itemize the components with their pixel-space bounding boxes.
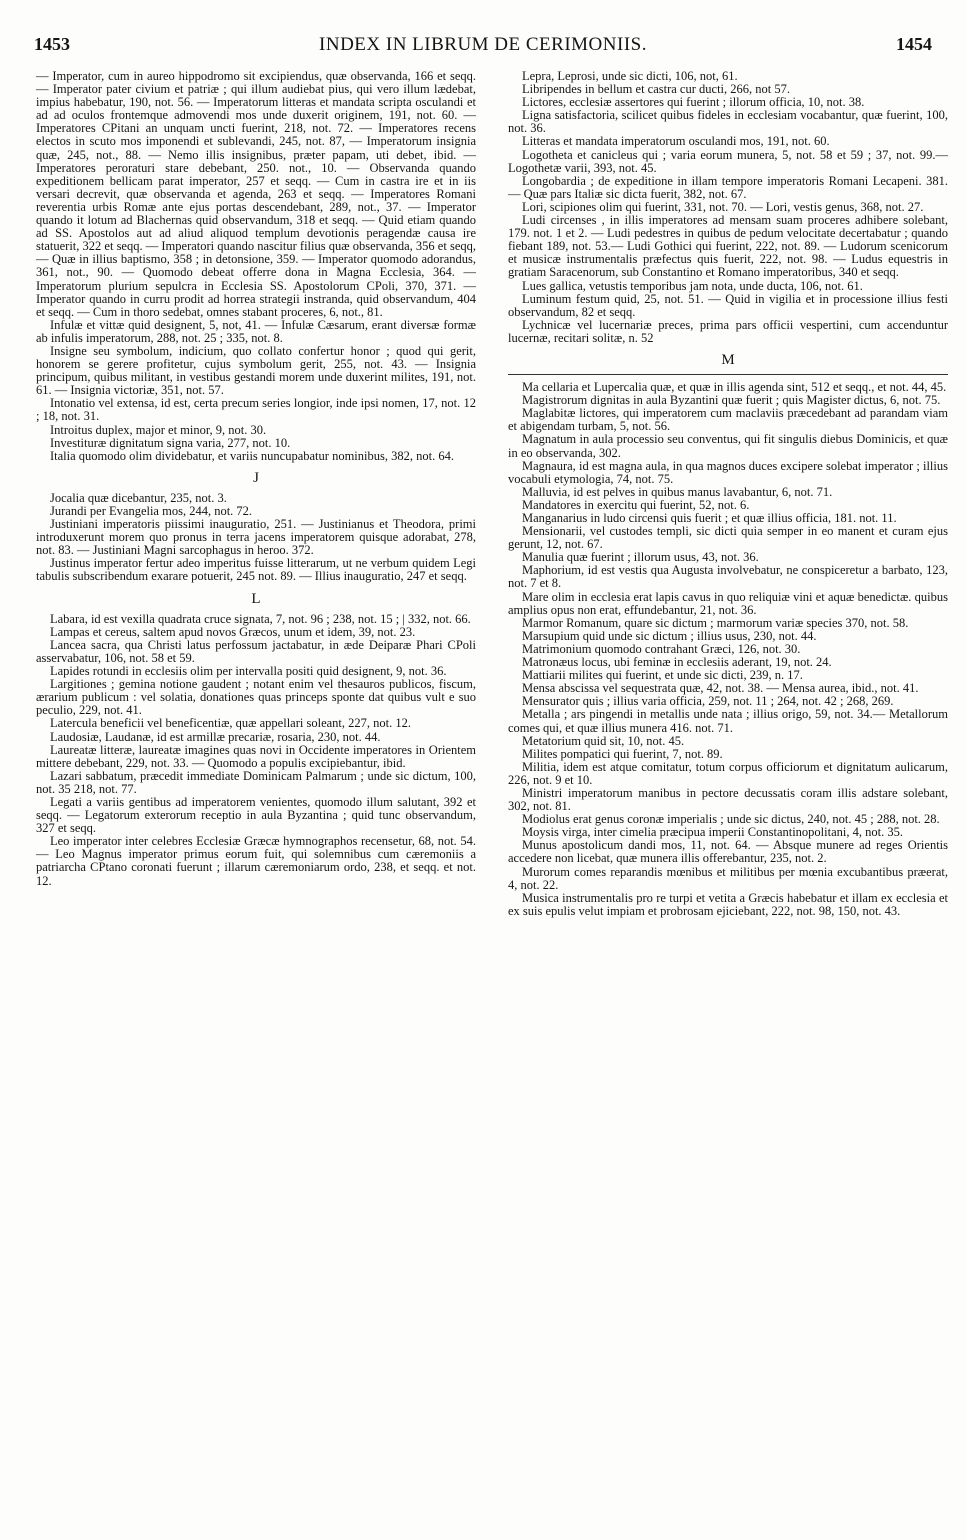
section-letter-j: J [253,469,259,486]
index-entry: Lepra, Leprosi, unde sic dicti, 106, not, 61. [522,69,738,83]
index-entry: Manganarius in ludo circensi quis fuerit ; et quæ illius officia, 181. not. 11. [522,511,897,525]
index-entry: Justiniani imperatoris piissimi inauguratio, 251. — Justinianus et Theodora, primi introduxerunt morem quo pronus in terra jacens imperatorem quisque adorabat, 278, not. 83. — Justiniani Magni sarcophagus in heroo. 372. [36,517,476,558]
index-entry: Mensurator quis ; illius varia officia, 259, not. 11 ; 264, not. 42 ; 268, 269. [522,694,894,709]
index-entry: Maglabitæ lictores, qui imperatorem cum maclaviis præcedebant ad parandam viam et abigendam turbam, 5, not. 56. [508,406,948,434]
index-entry: Magnaura, id est magna aula, in qua magnos duces excipere solebat imperator ; illius vocabuli etymologia, 74, not. 75. [508,458,948,486]
index-entry: Italia quomodo olim dividebatur, et variis nuncupabatur nominibus, 382, not. 64. [50,448,454,463]
index-entry: Ministri imperatorum manibus in pectore decussatis coram illis adstare solebant, 302, not. 81. [508,785,948,814]
index-entry: Moysis virga, inter cimelia præcipua imperii Constantinopolitani, 4, not. 35. [522,825,903,840]
index-entry: Marsupium quid unde sic dictum ; illius usus, 230, not. 44. [522,628,817,643]
index-entry: Militia, idem est atque comitatur, totum corpus officiorum et dignitatum aulicarum, 226, not. 9 et 10. [508,759,948,787]
index-entry: Longobardia ; de expeditione in illam tempore imperatoris Romani Lecapeni. 381. — Quæ pars Italiæ sic dicta fuerit, 382, not. 67. [508,173,948,201]
index-entry: Magistrorum dignitas in aula Byzantini quæ fuerit ; quis Magister dictus, 6, not. 75. [522,393,941,408]
index-entry: Matrimonium quomodo contrahant Græci, 126, not. 30. [522,641,801,656]
page-header [34,34,932,60]
index-entry: Mensionarii, vel custodes templi, sic dicti quia semper in eo manent et curam ejus gerunt, 12, not. 67. [508,524,948,552]
section-divider [508,374,948,375]
index-entry: Intonatio vel extensa, id est, certa precum series longior, inde ipsi nomen, 17, not. 12 ; 18, not. 31. [36,396,476,424]
index-entry: Litteras et mandata imperatorum osculandi mos, 191, not. 60. [522,134,830,149]
index-entry: Lues gallica, vetustis temporibus jam nota, unde ducta, 106, not. 61. [522,278,863,293]
index-entry: Labara, id est vexilla quadrata cruce signata, 7, not. 96 ; 238, not. 15 ; | 332, not. 66. [50,611,471,626]
index-entry: Ligna satisfactoria, scilicet quibus fideles in ecclesiam vocabantur, quæ fuerint, 100, not. 36. [508,108,948,136]
index-entry: Maphorium, id est vestis qua Augusta involvebatur, ne conspiceretur a barbato, 123, not. 7 et 8. [508,563,948,591]
index-entry: Musica instrumentalis pro re turpi et vetita a Græcis habebatur et illam ex ecclesia et ex suis epulis velut impiam et probrosam ejiciebant, 222, not. 98, 150, not. 43. [508,890,948,918]
index-entry: Milites pompatici qui fuerint, 7, not. 89. [522,746,723,761]
index-entry: Metalla ; ars pingendi in metallis unde nata ; illius origo, 59, not. 34.— Metallorum comes qui, et quæ illius munera 416. not. 71. [508,707,948,735]
index-entry: Leo imperator inter celebres Ecclesiæ Græcæ hymnographos recensetur, 68, not. 54. — Leo Magnus imperator primus eorum fuit, qui solemnibus cum cæremoniis a patriarcha CPtano coronati fuerunt ; illarum cæremoniarum ordo, 238, et seqq. et not. 12. [36,834,476,888]
index-entry: Matronæus locus, ubi feminæ in ecclesiis aderant, 19, not. 24. [522,655,832,670]
index-entry: Introitus duplex, major et minor, 9, not. 30. [50,422,267,437]
right-column [508,70,948,918]
index-entry: Latercula beneficii vel beneficentiæ, quæ appellari soleant, 227, not. 12. [50,716,411,731]
index-entry: Insigne seu symbolum, indicium, quo collato confertur honor ; quod qui gerit, honorem se gerere profitetur, cujus symbolum gerit, 255, not. 43. — Insignia principum, quibus militant, in vestibus gestandi morem unde duxerint milites, 191, not. 61. — Insignia victoriæ, 351, not. 57. [36,343,476,398]
index-entry: Marmor Romanum, quare sic dictum ; marmorum variæ species 370, not. 58. [522,615,909,630]
index-entry: Magnatum in aula processio seu conventus, qui fit singulis diebus Dominicis, et quæ in eo observanda, 302. [508,432,948,460]
index-entry: Lazari sabbatum, præcedit immediate Dominicam Palmarum ; unde sic dictum, 100, not. 35 218, not. 77. [36,768,476,796]
index-entry: Libripendes in bellum et castra cur ducti, 266, not 57. [522,82,790,97]
index-entry: Murorum comes reparandis mœnibus et militibus per mœnia excubantibus præerat, 4, not. 22. [508,864,948,892]
index-entry: Munus apostolicum dandi mos, 11, not. 64. — Absque munere ad reges Orientis accedere non licebat, quæ munera illis offerebantur, 235, not. 2. [508,838,948,866]
index-entry: Laudosiæ, Laudanæ, id est armillæ precariæ, rosaria, 230, not. 44. [50,729,381,744]
index-entry: Legati a variis gentibus ad imperatorem venientes, quomodo illum salutant, 392 et seqq. — Legatorum exterorum receptio in aula Byzantina ; quid tunc observandum, 327 et seqq. [36,794,476,836]
index-entry: Ludi circenses , in illis imperatores ad mensam suam proceres adhibere solebant, 179. not. 1 et 2. — Ludi pedestres in quibus de pedum velocitate decertabatur ; quando fiebant 189, not. 53.— Ludi Gothici qui fuerint, 222, not. 89. — Ludorum scenicorum et musicæ instrumentalis præfectus quis fuerit, 222, not. 98. — Ludus equestris in gratiam Saracenorum, sub Constantino et Romano imperatoribus, 340 et seqq. [508,213,948,280]
section-letter-l: L [251,590,261,607]
index-entry: — Imperator, cum in aureo hippodromo sit excipiendus, quæ observanda, 166 et seqq. — Imperator pater civium et patriæ ; qui illum audiebat pius, qui vero illum lædebat, impius habebatur, 190, not. 56. — Imperatorum litteras et mandata scripta osculandi et ad ad oculos frontemque admovendi mos unde duxerit originem, 191, not. 60. — Imperatores CPitani an unquam uncti fuerint, 218, not. 72. — Imperatores recens electos in scuto mos imponendi et sublevandi, 245, not. 87, — Imperatorum insignia quæ, 245, not., 88. — Nemo illis insignibus, præter papam, uti debet, ibid. — Imperatores peroraturi stare debebant, 250. not., 10. — Observanda quando expeditionem bellicam parat imperator, 257 et seqq. — Cum in castra ire et in iis versari decrevit, quæ observanda et agenda, 263 et seqq. — Imperatores Romani reverentia urbis Romæ ante ejus portas descendebant, 289, not., 37. — Imperator quando it lotum ad Blachernas quid observandum, 318 et seqq. — Quid etiam quando ad SS. Apostolos aut ad aliud aliquod templum devotionis peragendæ causa ire statuerit, 322 et seqq. — Imperatori quando nascitur filius quæ observanda, 356 et seqq, — Quæ in illius baptismo, 358 ; in detonsione, 359. — Imperator quomodo adorandus, 361, not., 90. — Quomodo debeat offerre dona in Magna Ecclesia, 364. — Imperatorum plurium sepulcra in Ecclesia SS. Apostolorum CPoli, 370, 371. — Imperator quando in curru prodit ad horrea strategii instranda, quid observandum, 404 et seqq. — Cum in thoro sedebat, omnes stabant proceres, 6, not., 81. [36,69,476,319]
index-entry: Metatorium quid sit, 10, not. 45. [522,733,685,748]
section-letter-m: M [721,351,735,368]
index-entry: Lori, scipiones olim qui fuerint, 331, not. 70. — Lori, vestis genus, 368, not. 27. [522,199,924,214]
running-title: INDEX IN LIBRUM DE CERIMONIIS. [319,34,647,55]
index-entry: Luminum festum quid, 25, not. 51. — Quid in vigilia et in processione illius festi observandum, 82 et seqq. [508,291,948,319]
index-entry: Mensa abscissa vel sequestrata quæ, 42, not. 38. — Mensa aurea, ibid., not. 41. [522,681,919,696]
index-entry: Jurandi per Evangelia mos, 244, not. 72. [50,504,253,518]
index-entry: Mattiarii milites qui fuerint, et unde sic dicti, 239, n. 17. [522,668,803,683]
index-entry: Lampas et cereus, saltem apud novos Græcos, unum et idem, 39, not. 23. [50,624,416,639]
index-entry: Infulæ et vittæ quid designent, 5, not, 41. — Infulæ Cæsarum, erant diversæ formæ ab infulis imperatorum, 288, not. 25 ; 335, not. 8. [36,317,476,345]
index-entry: Laureatæ litteræ, laureatæ imagines quas novi in Occidente imperatores in Orientem mittere debebant, 229, not. 33. — Quomodo a populis excipiebantur, ibid. [36,742,476,770]
index-entry: Lictores, ecclesiæ assertores qui fuerint ; illorum officia, 10, not. 38. [522,95,865,110]
index-entry: Ma cellaria et Lupercalia quæ, et quæ in illis agenda sint, 512 et seqq., et not. 44, 45. [522,380,947,395]
index-entry: Lapides rotundi in ecclesiis olim per intervalla positi quid designent, 9, not. 36. [50,664,447,679]
index-entry: Largitiones ; gemina notione gaudent ; notant enim vel thesauros publicos, fiscum, ærarium publicum : vel solatia, donationes quas princeps sponte dat quibus vult e suo peculio, 229, not. 41. [36,677,476,718]
page-number-right: 1454 [896,34,932,54]
index-entry: Modiolus erat genus coronæ imperialis ; unde sic dictus, 240, not. 45 ; 288, not. 28. [522,812,940,827]
index-entry: Manulia quæ fuerint ; illorum usus, 43, not. 36. [522,550,759,565]
index-entry: Jocalia quæ dicebantur, 235, not. 3. [50,490,227,505]
index-entry: Malluvia, id est pelves in quibus manus lavabantur, 6, not. 71. [522,484,833,499]
left-column [36,70,476,888]
index-entry: Justinus imperator fertur adeo imperitus fuisse litterarum, ut ne verbum quidem Legi tabulis subscribendum exarare potuerit, 245 not. 89. — Illius inauguratio, 247 et seqq. [36,556,476,584]
page-number-left: 1453 [34,34,70,54]
index-entry: Investituræ dignitatum signa varia, 277, not. 10. [50,435,291,450]
index-entry: Lychnicæ vel lucernariæ preces, prima pars officii vespertini, cum accenduntur lucernæ, recitari solitæ, n. 52 [508,317,948,345]
index-entry: Mare olim in ecclesia erat lapis cavus in quo reliquiæ vini et aquæ benedictæ. quibus amplius opus non erat, effundebantur, 21, not. 36. [508,589,948,617]
index-entry: Logotheta et canicleus qui ; varia eorum munera, 5, not. 58 et 59 ; 37, not. 99.— Logothetæ varii, 393, not. 45. [508,147,948,175]
index-entry: Lancea sacra, qua Christi latus perfossum jactabatur, in æde Deiparæ Phari CPoli asservabatur, 106, not. 58 et 59. [36,637,476,665]
index-entry: Mandatores in exercitu qui fuerint, 52, not. 6. [522,497,750,512]
